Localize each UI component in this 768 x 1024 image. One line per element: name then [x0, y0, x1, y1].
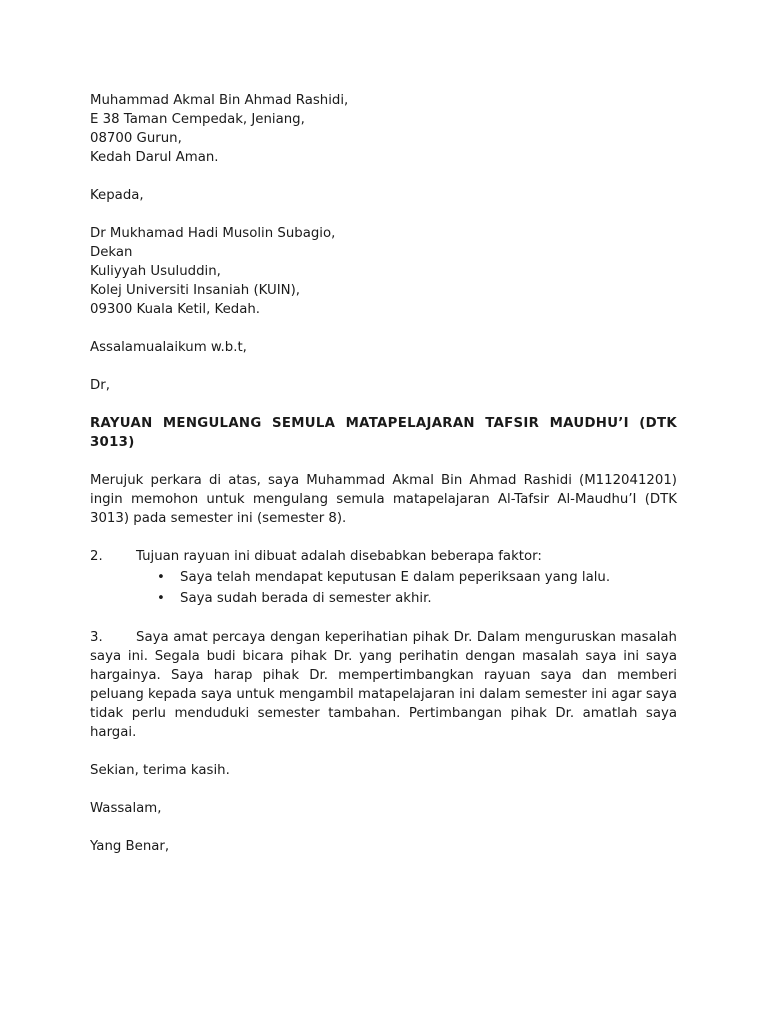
list-item-text: Saya telah mendapat keputusan E dalam peperiksaan yang lalu.	[180, 570, 611, 585]
closing-wassalam: Wassalam,	[90, 801, 162, 816]
recipient-name: Dr Mukhamad Hadi Musolin Subagio,	[90, 226, 336, 241]
paragraph-3-number: 3.	[90, 630, 103, 645]
bullet-icon: •	[157, 570, 165, 585]
greeting: Assalamualaikum w.b.t,	[90, 340, 247, 355]
paragraph-2	[90, 547, 677, 609]
paragraph-2-number: 2.	[90, 549, 103, 564]
paragraph-2-text: Tujuan rayuan ini dibuat adalah disebabkan beberapa faktor:	[136, 549, 542, 564]
list-item	[90, 567, 677, 588]
bullet-icon: •	[157, 591, 165, 606]
sender-street: E 38 Taman Cempedak, Jeniang,	[90, 112, 305, 127]
to-label: Kepada,	[90, 188, 144, 203]
sender-state: Kedah Darul Aman.	[90, 150, 219, 165]
salutation: Dr,	[90, 378, 110, 393]
recipient-title: Dekan	[90, 245, 133, 260]
reasons-list	[90, 567, 677, 609]
letter-subject: RAYUAN MENGULANG SEMULA MATAPELAJARAN TAFSIR MAUDHU’I (DTK 3013)	[90, 416, 677, 450]
sender-address	[90, 91, 677, 167]
recipient-institution: Kolej Universiti Insaniah (KUIN),	[90, 283, 301, 298]
list-item	[90, 588, 677, 609]
closing-thanks: Sekian, terima kasih.	[90, 763, 230, 778]
sender-postcode-city: 08700 Gurun,	[90, 131, 182, 146]
recipient-address	[90, 224, 677, 319]
sender-name: Muhammad Akmal Bin Ahmad Rashidi,	[90, 93, 349, 108]
paragraph-3	[90, 628, 677, 742]
recipient-faculty: Kuliyyah Usuluddin,	[90, 264, 221, 279]
closing-signoff: Yang Benar,	[90, 839, 170, 854]
recipient-postcode-city: 09300 Kuala Ketil, Kedah.	[90, 302, 261, 317]
paragraph-1: Merujuk perkara di atas, saya Muhammad Akmal Bin Ahmad Rashidi (M112041201) ingin memohon untuk mengulang semula matapelajaran Al-Tafsir Al-Maudhu’I (DTK 3013) pada semester ini (semester 8).	[90, 473, 677, 526]
letter-page	[90, 91, 677, 856]
list-item-text: Saya sudah berada di semester akhir.	[180, 591, 432, 606]
paragraph-3-text: Saya amat percaya dengan keperihatian pihak Dr. Dalam menguruskan masalah saya ini. Segala budi bicara pihak Dr. yang perihatin dengan masalah saya ini saya hargainya. Saya harap pihak Dr. mempertimbangkan rayuan saya dan memberi peluang kepada saya untuk mengambil matapelajaran ini dalam semester ini agar saya tidak perlu menduduki semester tambahan. Pertimbangan pihak Dr. amatlah saya hargai.	[90, 630, 677, 740]
